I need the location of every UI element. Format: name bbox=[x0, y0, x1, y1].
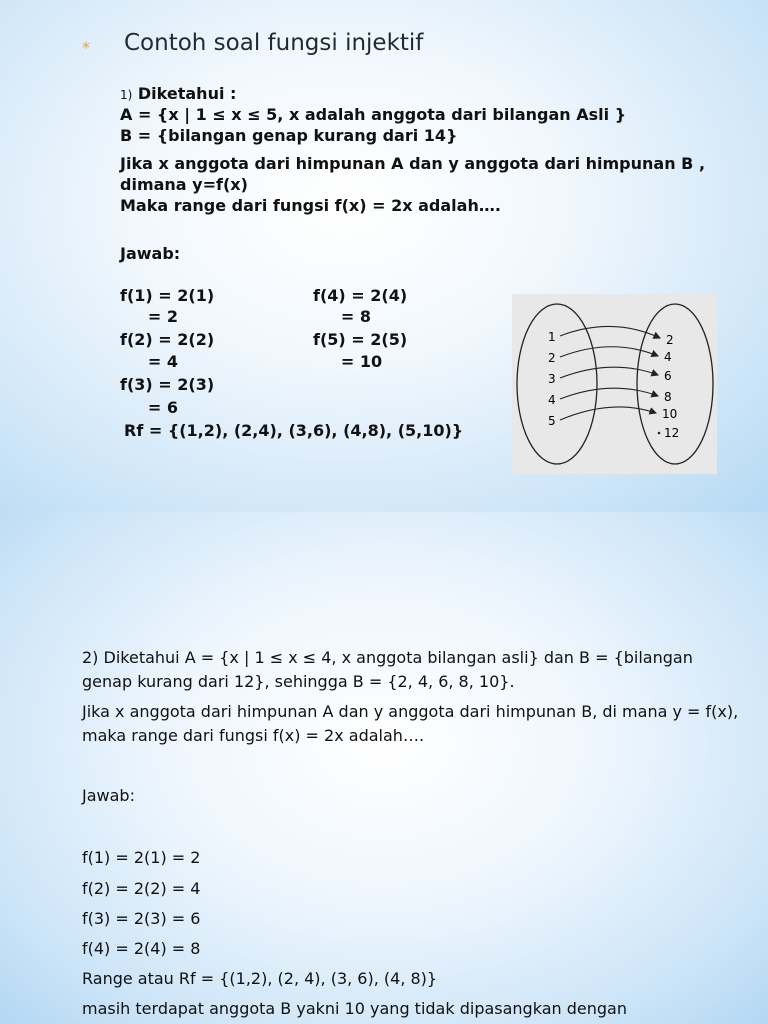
range-result: Rf = {(1,2), (2,4), (3,6), (4,8), (5,10)} bbox=[124, 421, 464, 440]
codomain-12-dot bbox=[658, 432, 661, 435]
domain-3: 3 bbox=[548, 372, 556, 386]
conclusion-line: masih terdapat anggota B yakni 10 yang tidak dipasangkan dengan bbox=[82, 999, 627, 1018]
given-line: 1) Diketahui : bbox=[120, 84, 237, 103]
arrow-2-4 bbox=[560, 347, 658, 357]
problem-2-question: Jika x anggota dari himpunan A dan y anggota dari himpunan B, di mana y = f(x), maka range dari fungsi f(x) = 2x adalah…. bbox=[82, 702, 739, 745]
answer-label-2: Jawab: bbox=[82, 786, 135, 805]
eq-right-1: f(4) = 2(4) bbox=[313, 286, 408, 305]
codomain-ellipse bbox=[637, 304, 713, 464]
condition-line: Jika x anggota dari himpunan A dan y anggota dari himpunan B , bbox=[120, 154, 706, 173]
arrow-4-8 bbox=[560, 388, 658, 399]
eq-right-4: = 10 bbox=[313, 352, 383, 371]
answer-label: Jawab: bbox=[120, 244, 181, 263]
domain-ellipse bbox=[517, 304, 597, 464]
codomain-10: 10 bbox=[662, 407, 678, 421]
eq-left-5: f(3) = 2(3) bbox=[120, 375, 215, 394]
arrow-5-10 bbox=[560, 407, 656, 420]
slide-title: Contoh soal fungsi injektif bbox=[124, 30, 424, 56]
eq-left-4: = 4 bbox=[120, 352, 178, 371]
codomain-8: 8 bbox=[664, 390, 672, 404]
eq-right-2: = 8 bbox=[313, 307, 371, 326]
problem-2-given: 2) Diketahui A = {x | 1 ≤ x ≤ 4, x anggota bilangan asli} dan B = {bilangan genap kurang dari 12}, sehingga B = {2, 4, 6, 8, 10}. bbox=[82, 648, 693, 691]
eq-left-1: f(1) = 2(1) bbox=[120, 286, 215, 305]
domain-5: 5 bbox=[548, 414, 556, 428]
codomain-12: 12 bbox=[664, 426, 680, 440]
eq-right-3: f(5) = 2(5) bbox=[313, 330, 408, 349]
arrow-3-6 bbox=[560, 367, 658, 378]
eq-2-4: f(4) = 2(4) = 8 bbox=[82, 939, 201, 958]
set-a: A = {x | 1 ≤ x ≤ 5, x adalah anggota dari bilangan Asli } bbox=[120, 105, 627, 124]
codomain-6: 6 bbox=[664, 369, 672, 383]
slide-2 bbox=[0, 512, 768, 1024]
domain-1: 1 bbox=[548, 330, 556, 344]
domain-2: 2 bbox=[548, 351, 556, 365]
codomain-4: 4 bbox=[664, 350, 672, 364]
eq-left-6: = 6 bbox=[120, 398, 178, 417]
eq-left-2: = 2 bbox=[120, 307, 178, 326]
eq-2-3: f(3) = 2(3) = 6 bbox=[82, 909, 201, 928]
question-line: Maka range dari fungsi f(x) = 2x adalah…. bbox=[120, 196, 501, 215]
range-result-2: Range atau Rf = {(1,2), (2, 4), (3, 6), (4, 8)} bbox=[82, 969, 438, 988]
domain-4: 4 bbox=[548, 393, 556, 407]
eq-2-2: f(2) = 2(2) = 4 bbox=[82, 879, 201, 898]
arrow-diagram bbox=[512, 294, 717, 474]
bullet-icon: * bbox=[82, 38, 90, 57]
condition-line-2: dimana y=f(x) bbox=[120, 175, 248, 194]
eq-2-1: f(1) = 2(1) = 2 bbox=[82, 848, 201, 867]
codomain-2: 2 bbox=[666, 333, 674, 347]
set-b: B = {bilangan genap kurang dari 14} bbox=[120, 126, 458, 145]
eq-left-3: f(2) = 2(2) bbox=[120, 330, 215, 349]
